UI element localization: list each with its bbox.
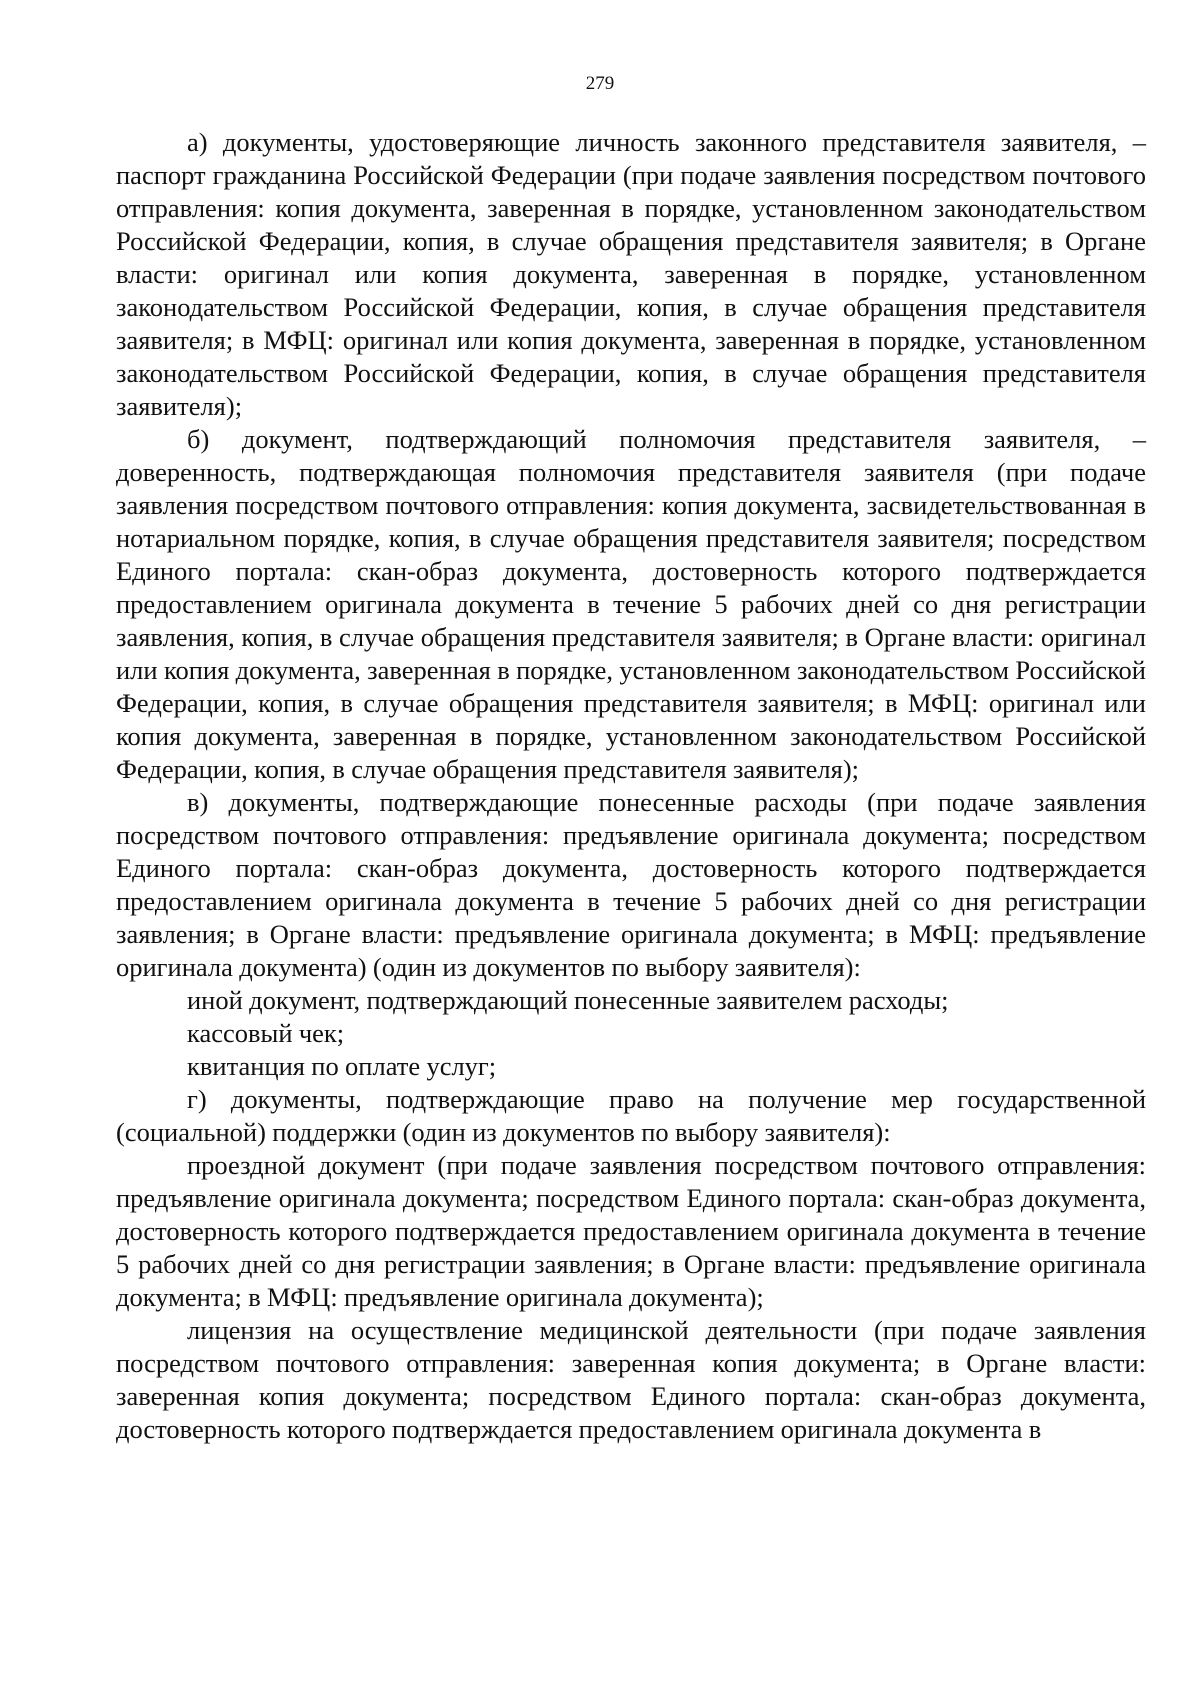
list-item-payment-receipt: квитанция по оплате услуг; — [187, 1051, 497, 1081]
paragraph-v-expense-documents: в) документы, подтверждающие понесенные расходы (при подаче заявления посредством почтового отправления: предъявление оригинала документа; посредством Единого портала: скан-образ документа, достоверность которого подтверждается предоставлением оригинала документа в течение 5 рабочих дней со дня регистрации заявления; в Органе власти: предъявление оригинала документа; в МФЦ: предъявление оригинала документа) (один из документов по выбору заявителя): — [116, 787, 1146, 982]
list-item-cash-receipt: кассовый чек; — [187, 1018, 345, 1048]
paragraph-b-power-of-attorney: б) документ, подтверждающий полномочия представителя заявителя, – доверенность, подтверждающая полномочия представителя заявителя (при подаче заявления посредством почтового отправления: копия документа, засвидетельствованная в нотариальном порядке, копия, в случае обращения представителя заявителя; посредством Единого портала: скан-образ документа, достоверность которого подтверждается предоставлением оригинала документа в течение 5 рабочих дней со дня регистрации заявления, копия, в случае обращения представителя заявителя; в Органе власти: оригинал или копия документа, заверенная в порядке, установленном законодательством Российской Федерации, копия, в случае обращения представителя заявителя; в МФЦ: оригинал или копия документа, заверенная в порядке, установленном законодательством Российской Федерации, копия, в случае обращения представителя заявителя); — [116, 424, 1146, 784]
paragraph-g-support-eligibility: г) документы, подтверждающие право на получение мер государственной (социальной) поддержки (один из документов по выбору заявителя): — [116, 1084, 1146, 1147]
page-number: 279 — [585, 73, 615, 94]
list-item-travel-document: проездной документ (при подаче заявления посредством почтового отправления: предъявление оригинала документа; посредством Единого портала: скан-образ документа, достоверность которого подтверждается предоставлением оригинала документа в течение 5 рабочих дней со дня регистрации заявления; в Органе власти: предъявление оригинала документа; в МФЦ: предъявление оригинала документа); — [116, 1150, 1146, 1312]
paragraph-a-legal-rep-identity: а) документы, удостоверяющие личность законного представителя заявителя, – паспорт гражданина Российской Федерации (при подаче заявления посредством почтового отправления: копия документа, заверенная в порядке, установленном законодательством Российской Федерации, копия, в случае обращения представителя заявителя; в Органе власти: оригинал или копия документа, заверенная в порядке, установленном законодательством Российской Федерации, копия, в случае обращения представителя заявителя; в МФЦ: оригинал или копия документа, заверенная в порядке, установленном законодательством Российской Федерации, копия, в случае обращения представителя заявителя); — [116, 127, 1146, 421]
list-item-other-document: иной документ, подтверждающий понесенные заявителем расходы; — [187, 985, 949, 1015]
list-item-medical-license: лицензия на осуществление медицинской деятельности (при подаче заявления посредством почтового отправления: заверенная копия документа; в Органе власти: заверенная копия документа; посредством Единого портала: скан-образ документа, достоверность которого подтверждается предоставлением оригинала документа в — [116, 1315, 1146, 1444]
document-body — [116, 126, 1146, 1446]
